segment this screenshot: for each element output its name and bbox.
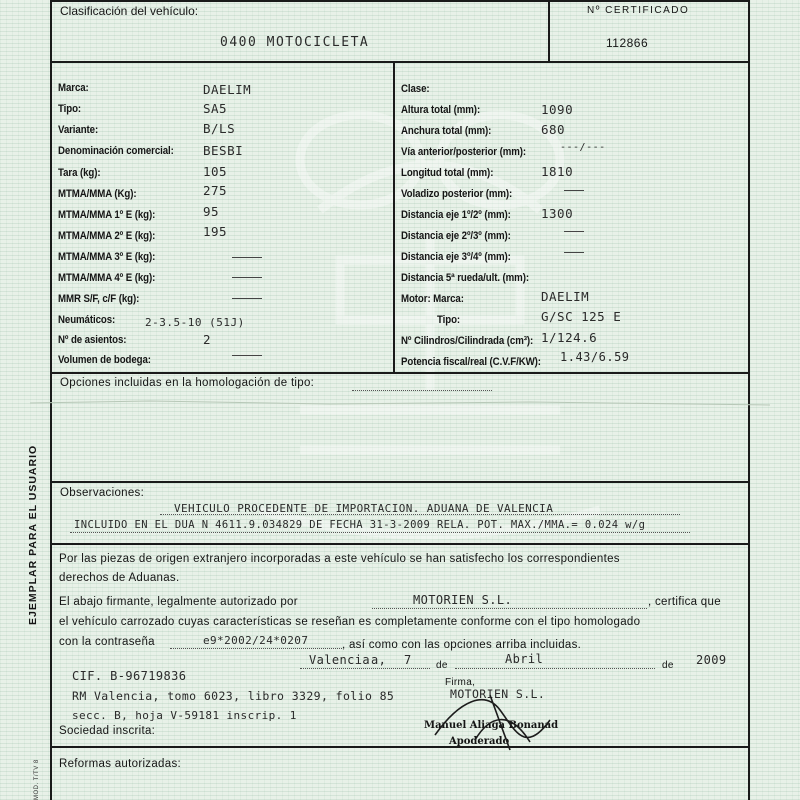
distancia-1-2-value: 1300 [541, 206, 574, 221]
header-bottom-rule [50, 61, 750, 63]
certificate-number: 112866 [606, 36, 649, 50]
motor-marca-value: DAELIM [541, 289, 590, 304]
date-day: 7 [404, 653, 412, 667]
certificate-label: Nº CERTIFICADO [587, 5, 690, 16]
observations-bottom-rule [50, 543, 750, 545]
observations-line-2: INCLUIDO EN EL DUA N 4611.9.034829 DE FECHA 31-3-2009 RELA. POT. MAX./MMA.= 0.024 w/g [74, 519, 646, 531]
clase-label: Clase: [401, 83, 430, 95]
date-de-2: de [662, 660, 674, 671]
classification-value: 0400 MOTOCICLETA [220, 35, 370, 50]
longitud-value: 1810 [541, 164, 574, 179]
firma-label: Firma, [445, 677, 476, 688]
date-month: Abril [505, 652, 544, 666]
date-year: 2009 [696, 653, 727, 667]
asientos-value: 2 [203, 332, 212, 347]
denominacion-label: Denominación comercial: [58, 145, 174, 157]
date-dotted-line-month [455, 668, 655, 669]
cilindrada-label: Nº Cilindros/Cilindrada (cm³): [401, 335, 534, 347]
distancia-3-4-label: Distancia eje 3º/4º (mm): [401, 251, 511, 263]
altura-label: Altura total (mm): [401, 104, 481, 116]
marca-label: Marca: [58, 82, 89, 94]
bodega-blank [232, 355, 262, 356]
options-bottom-rule [50, 481, 750, 483]
form-code: MOD. T/TV 8 [34, 759, 40, 800]
frame-top [50, 0, 750, 2]
quinta-rueda-label: Distancia 5ª rueda/ult. (mm): [401, 272, 529, 284]
potencia-label: Potencia fiscal/real (C.V.F/KW): [401, 356, 541, 368]
company-registry-line-1: RM Valencia, tomo 6023, libro 3329, folio 85 [72, 689, 395, 703]
voladizo-label: Voladizo posterior (mm): [401, 188, 513, 200]
denominacion-value: BESBI [203, 143, 244, 158]
observations-line-1: VEHICULO PROCEDENTE DE IMPORTACION. ADUANA DE VALENCIA [174, 502, 554, 515]
tara-value: 105 [203, 164, 228, 179]
mtma-value: 275 [203, 183, 228, 198]
conformity-line: el vehículo carrozado cuyas características se reseñan es completamente conforme con el tipo homologado [59, 616, 641, 628]
longitud-label: Longitud total (mm): [401, 167, 494, 179]
place: Valencia [309, 653, 370, 667]
asientos-label: Nº de asientos: [58, 334, 127, 346]
anchura-value: 680 [541, 122, 566, 137]
mtma-1e-label: MTMA/MMA 1º E (kg): [58, 209, 156, 221]
stamp-role: Apoderado [449, 736, 510, 747]
company-registry-line-2: secc. B, hoja V-59181 inscrip. 1 [72, 709, 297, 722]
marca-value: DAELIM [203, 82, 252, 97]
header-divider [548, 0, 550, 62]
mtma-3e-blank [232, 257, 262, 258]
signer-suffix: , certifica que [648, 596, 721, 608]
tipo-value: SA5 [203, 101, 228, 116]
certification-bottom-rule [50, 746, 750, 748]
options-label: Opciones incluidas en la homologación de tipo: [60, 377, 315, 389]
distancia-2-3-label: Distancia eje 2º/3º (mm): [401, 230, 511, 242]
anchura-label: Anchura total (mm): [401, 125, 492, 137]
mmr-blank [232, 298, 262, 299]
contrasena-dotted-line [170, 648, 342, 649]
stamp-name: Manuel Aliaga Bonanad [424, 720, 559, 731]
signer-dotted-line [372, 608, 647, 609]
stamp-company: MOTORIEN S.L. [450, 687, 546, 701]
date-de-1: de [436, 660, 448, 671]
variante-value: B/LS [203, 121, 236, 136]
classification-label: Clasificación del vehículo: [60, 4, 199, 18]
via-value: ---/--- [560, 142, 606, 153]
mtma-label: MTMA/MMA (Kg): [58, 188, 137, 200]
neumaticos-value: 2-3.5-10 (51J) [145, 316, 245, 329]
via-label: Vía anterior/posterior (mm): [401, 146, 527, 158]
copy-designation: EJEMPLAR PARA EL USUARIO [27, 444, 39, 625]
handwritten-signature [430, 680, 560, 760]
tipo-label: Tipo: [58, 103, 82, 115]
motor-tipo-label: Tipo: [437, 314, 461, 326]
customs-line-1: Por las piezas de origen extranjero incorporadas a este vehículo se han satisfecho los correspondientes [59, 553, 620, 565]
mmr-label: MMR S/F, c/F (kg): [58, 293, 140, 305]
mtma-2e-value: 195 [203, 224, 228, 239]
mtma-2e-label: MTMA/MMA 2º E (kg): [58, 230, 156, 242]
date-dotted-line-place [300, 668, 430, 669]
variante-label: Variante: [58, 124, 99, 136]
distancia-3-4-blank [564, 252, 584, 253]
paper-fold [30, 395, 770, 415]
distancia-2-3-blank [564, 231, 584, 232]
observations-label: Observaciones: [60, 487, 145, 499]
mtma-1e-value: 95 [203, 204, 220, 219]
mtma-4e-blank [232, 277, 262, 278]
mtma-4e-label: MTMA/MMA 4º E (kg): [58, 272, 156, 284]
motor-marca-label: Motor: Marca: [401, 293, 464, 305]
motor-tipo-value: G/SC 125 E [541, 309, 622, 324]
sociedad-label: Sociedad inscrita: [59, 725, 156, 737]
observations-dotted-line-2 [70, 532, 690, 533]
cilindrada-value: 1/124.6 [541, 330, 598, 345]
contrasena-value: e9*2002/24*0207 [203, 634, 309, 647]
tara-label: Tara (kg): [58, 167, 101, 179]
mtma-3e-label: MTMA/MMA 3º E (kg): [58, 251, 156, 263]
contrasena-suffix: , así como con las opciones arriba incluidas. [342, 639, 582, 651]
potencia-value: 1.43/6.59 [560, 350, 630, 364]
voladizo-blank [564, 190, 584, 191]
distancia-1-2-label: Distancia eje 1º/2º (mm): [401, 209, 511, 221]
altura-value: 1090 [541, 102, 574, 117]
observations-dotted-line-1 [160, 514, 680, 515]
bodega-label: Volumen de bodega: [58, 354, 151, 366]
signer-company: MOTORIEN S.L. [413, 593, 513, 607]
options-dotted-line [352, 390, 492, 391]
company-cif: CIF. B-96719836 [72, 669, 187, 683]
signer-prefix: El abajo firmante, legalmente autorizado por [59, 596, 298, 608]
specs-bottom-rule [50, 372, 750, 374]
contrasena-label: con la contraseña [59, 636, 155, 648]
place-a: a, [371, 653, 387, 667]
customs-line-2: derechos de Aduanas. [59, 572, 180, 584]
columns-divider [393, 63, 395, 373]
reformas-label: Reformas autorizadas: [59, 758, 181, 770]
neumaticos-label: Neumáticos: [58, 314, 116, 326]
